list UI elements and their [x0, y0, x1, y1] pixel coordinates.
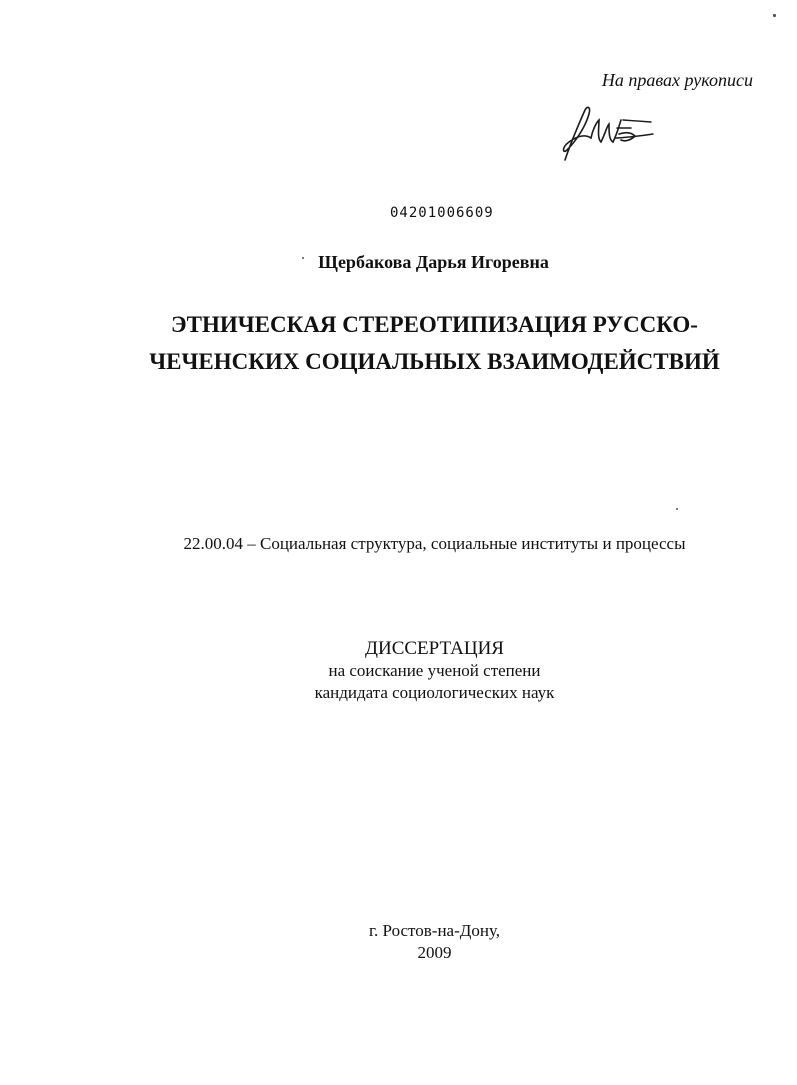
scan-speck	[773, 14, 776, 17]
thesis-title-line-2: ЧЕЧЕНСКИХ СОЦИАЛЬНЫХ ВЗАИМОДЕЙСТВИЙ	[149, 349, 720, 374]
place-and-year	[0, 920, 797, 964]
specialty-code: 22.00.04 – Социальная структура, социальные институты и процессы	[183, 534, 686, 553]
author-name: Щербакова Дарья Игоревна	[318, 252, 549, 272]
registry-number: 04201006609	[390, 205, 494, 221]
year: 2009	[417, 943, 452, 962]
thesis-title	[0, 306, 797, 380]
rights-note: На правах рукописи	[601, 70, 753, 90]
place: г. Ростов-на-Дону,	[369, 921, 500, 940]
degree-block	[0, 638, 797, 704]
thesis-title-line-1: ЭТНИЧЕСКАЯ СТЕРЕОТИПИЗАЦИЯ РУССКО-	[171, 312, 698, 337]
scan-speck	[676, 508, 678, 510]
degree-line-3: кандидата социологических наук	[314, 683, 555, 702]
degree-type: ДИССЕРТАЦИЯ	[365, 638, 504, 659]
degree-line-2: на соискание ученой степени	[328, 661, 541, 680]
handwritten-signature	[555, 98, 665, 168]
